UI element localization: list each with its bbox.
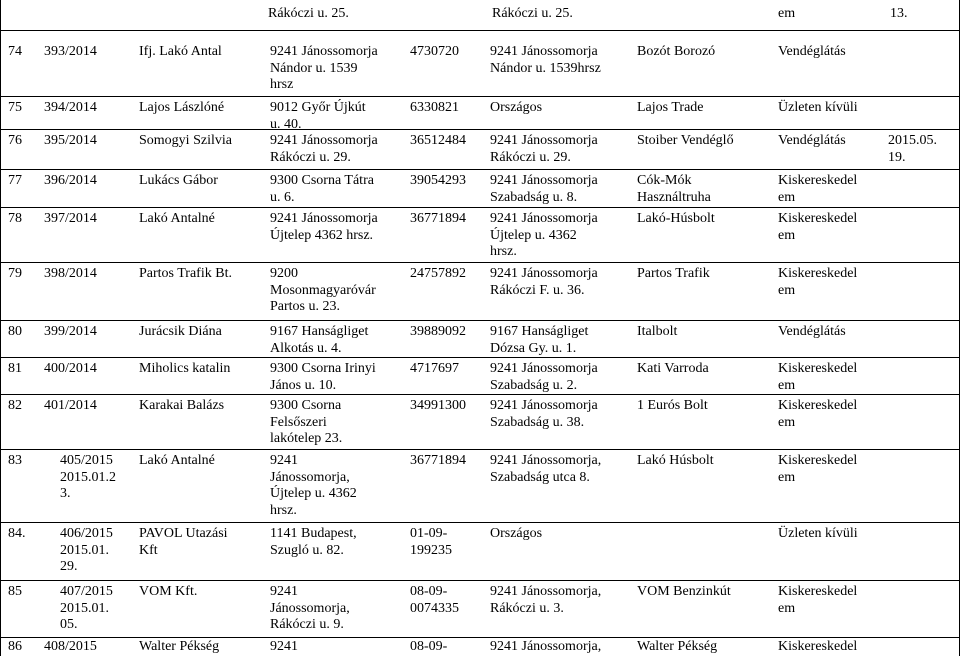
shop-address: 9241 Jánossomorja (490, 361, 598, 376)
shop-address: Országos (490, 100, 543, 115)
top-row-site: Rákóczi u. 25. (492, 6, 573, 21)
activity-type: Üzleten kívüli (778, 100, 858, 115)
shop-address: Szabadság u. 38. (490, 414, 585, 430)
owner-name: Lakó Antalné (139, 453, 215, 468)
owner-address: 9241 Jánossomorja (270, 133, 378, 148)
owner-address: 9167 Hanságliget (270, 324, 369, 339)
tax-number: 0074335 (410, 600, 459, 616)
owner-address: Mosonmagyaróvár (270, 282, 376, 298)
tax-number: 4730720 (410, 44, 459, 59)
owner-address: Partos u. 23. (270, 299, 340, 314)
row-divider (0, 637, 960, 638)
tax-number: 34991300 (410, 398, 466, 413)
tax-number: 36512484 (410, 133, 466, 148)
shop-address: 9241 Jánossomorja (490, 44, 598, 59)
row-divider (0, 30, 960, 31)
registration-number: 395/2014 (44, 133, 97, 148)
owner-name: Lajos Lászlóné (139, 100, 225, 115)
owner-address: 1141 Budapest, (270, 526, 357, 541)
activity-type: em (778, 227, 796, 243)
shop-address: Nándor u. 1539hrsz (490, 60, 601, 76)
owner-address: 9012 Győr Újkút (270, 100, 366, 115)
shop-address: 9241 Jánossomorja (490, 398, 598, 413)
registration-number: 408/2015 (44, 639, 97, 654)
shop-address: Rákóczi F. u. 36. (490, 282, 585, 298)
owner-address: Szugló u. 82. (270, 542, 344, 558)
shop-name: Lakó-Húsbolt (637, 211, 715, 226)
top-row-type: em (778, 6, 796, 21)
shop-address: Szabadság utca 8. (490, 469, 590, 485)
owner-name: Somogyi Szilvia (139, 133, 232, 148)
row-divider (0, 207, 960, 208)
activity-type: Kiskereskedel (778, 453, 858, 468)
activity-type: Kiskereskedel (778, 211, 858, 226)
tax-number: 24757892 (410, 266, 466, 281)
row-divider (0, 129, 960, 130)
activity-type: Vendéglátás (778, 324, 846, 339)
owner-name: Partos Trafik Bt. (139, 266, 232, 281)
shop-address: 9241 Jánossomorja, (490, 639, 602, 654)
shop-address: 9167 Hanságliget (490, 324, 589, 339)
row-number: 85 (8, 584, 22, 599)
owner-name: Karakai Balázs (139, 398, 225, 413)
owner-name: Miholics katalin (139, 361, 231, 376)
row-number: 84. (8, 526, 26, 541)
closing-date: 19. (888, 149, 906, 165)
row-number: 74 (8, 44, 22, 59)
owner-address: Rákóczi u. 29. (270, 149, 351, 165)
owner-address: Rákóczi u. 9. (270, 617, 344, 632)
row-divider (0, 522, 960, 523)
shop-address: Dózsa Gy. u. 1. (490, 340, 577, 356)
owner-address: 9300 Csorna (270, 398, 342, 413)
shop-name: Walter Pékség (637, 639, 718, 654)
owner-address: hrsz (270, 77, 294, 92)
row-divider (0, 320, 960, 321)
row-number: 78 (8, 211, 22, 226)
owner-name: Ifj. Lakó Antal (139, 44, 222, 59)
activity-type: Kiskereskedel (778, 584, 858, 599)
tax-number: 39889092 (410, 324, 466, 339)
registration-number: 399/2014 (44, 324, 97, 339)
owner-address: 9300 Csorna Tátra (270, 173, 374, 188)
row-divider (0, 394, 960, 395)
owner-name: PAVOL Utazási (139, 526, 228, 541)
tax-number: 6330821 (410, 100, 459, 115)
row-number: 79 (8, 266, 22, 281)
shop-address: hrsz. (490, 244, 517, 259)
tax-number: 08-09- (410, 584, 448, 599)
tax-number: 4717697 (410, 361, 459, 376)
row-number: 81 (8, 361, 22, 376)
registration-number: 29. (60, 559, 78, 574)
owner-address: hrsz. (270, 502, 297, 518)
shop-address: Szabadság u. 2. (490, 377, 578, 393)
registration-number: 396/2014 (44, 173, 97, 188)
owner-address: Nándor u. 1539 (270, 60, 358, 76)
owner-name: Jurácsik Diána (139, 324, 222, 339)
activity-type: em (778, 377, 796, 393)
activity-type: Vendéglátás (778, 44, 846, 59)
activity-type: Vendéglátás (778, 133, 846, 148)
shop-name: Lajos Trade (637, 100, 704, 115)
shop-address: 9241 Jánossomorja, (490, 584, 602, 599)
shop-address: 9241 Jánossomorja (490, 266, 598, 281)
owner-address: Alkotás u. 4. (270, 340, 342, 356)
top-row-date: 13. (890, 6, 908, 21)
shop-name: Stoiber Vendéglő (637, 133, 734, 148)
activity-type: Kiskereskedel (778, 266, 858, 281)
owner-address: u. 40. (270, 116, 302, 132)
row-divider (0, 262, 960, 263)
registration-number: 406/2015 (60, 526, 113, 541)
row-divider (0, 449, 960, 450)
registration-number: 400/2014 (44, 361, 97, 376)
row-number: 76 (8, 133, 22, 148)
registration-number: 2015.01. (60, 600, 109, 616)
owner-name: Kft (139, 542, 158, 558)
tax-number: 08-09- (410, 639, 448, 654)
row-divider (0, 96, 960, 97)
owner-name: Lukács Gábor (139, 173, 218, 188)
owner-address: Újtelep u. 4362 (270, 486, 357, 501)
registration-number: 2015.01. (60, 542, 109, 558)
tax-number: 01-09- (410, 526, 448, 541)
owner-name: Walter Pékség (139, 639, 220, 654)
registration-number: 405/2015 (60, 453, 113, 468)
closing-date: 2015.05. (888, 133, 937, 148)
registration-number: 397/2014 (44, 211, 97, 226)
registration-number: 401/2014 (44, 398, 97, 413)
tax-number: 39054293 (410, 173, 466, 188)
owner-address: 9241 Jánossomorja (270, 211, 378, 226)
tax-number: 36771894 (410, 211, 466, 226)
registration-number: 2015.01.2 (60, 469, 116, 485)
row-divider (0, 169, 960, 170)
owner-name: Lakó Antalné (139, 211, 215, 226)
shop-address: Szabadság u. 8. (490, 189, 578, 205)
shop-address: 9241 Jánossomorja (490, 133, 598, 148)
activity-type: Üzleten kívüli (778, 526, 858, 541)
shop-address: Rákóczi u. 29. (490, 149, 571, 165)
owner-address: Jánossomorja, (270, 469, 350, 485)
owner-address: 9241 (270, 584, 298, 599)
row-number: 83 (8, 453, 22, 468)
shop-name: Partos Trafik (637, 266, 710, 281)
row-number: 80 (8, 324, 22, 339)
owner-address: Jánossomorja, (270, 600, 350, 616)
shop-name: 1 Eurós Bolt (637, 398, 708, 413)
top-row-address: Rákóczi u. 25. (268, 6, 349, 21)
activity-type: em (778, 600, 796, 616)
tax-number: 36771894 (410, 453, 466, 468)
shop-name: Cók-Mók (637, 173, 692, 188)
activity-type: Kiskereskedel (778, 398, 858, 413)
shop-address: 9241 Jánossomorja, (490, 453, 602, 468)
owner-address: 9300 Csorna Irinyi (270, 361, 376, 376)
activity-type: em (778, 282, 796, 298)
registration-number: 393/2014 (44, 44, 97, 59)
tax-number: 199235 (410, 542, 452, 558)
owner-address: lakótelep 23. (270, 431, 343, 446)
registration-number: 398/2014 (44, 266, 97, 281)
shop-name: Használtruha (637, 189, 711, 205)
shop-address: Országos (490, 526, 543, 541)
shop-name: Italbolt (637, 324, 678, 339)
shop-name: Kati Varroda (637, 361, 709, 376)
owner-address: Felsőszeri (270, 414, 327, 430)
row-number: 86 (8, 639, 22, 654)
owner-address: 9200 (270, 266, 298, 281)
activity-type: Kiskereskedel (778, 173, 858, 188)
owner-name: VOM Kft. (139, 584, 198, 599)
owner-address: 9241 (270, 453, 298, 468)
owner-address: Újtelep 4362 hrsz. (270, 227, 374, 243)
activity-type: Kiskereskedel (778, 639, 858, 654)
shop-address: Újtelep u. 4362 (490, 227, 577, 243)
row-divider (0, 357, 960, 358)
shop-name: Bozót Borozó (637, 44, 716, 59)
owner-address: 9241 (270, 639, 298, 654)
activity-type: Kiskereskedel (778, 361, 858, 376)
registration-number: 407/2015 (60, 584, 113, 599)
owner-address: u. 6. (270, 189, 295, 205)
activity-type: em (778, 189, 796, 205)
registration-number: 05. (60, 617, 78, 632)
row-number: 77 (8, 173, 22, 188)
owner-address: János u. 10. (270, 377, 337, 393)
owner-address: 9241 Jánossomorja (270, 44, 378, 59)
shop-address: Rákóczi u. 3. (490, 600, 564, 616)
table-border (0, 0, 1, 656)
activity-type: em (778, 414, 796, 430)
shop-name: VOM Benzinkút (637, 584, 731, 599)
registration-number: 394/2014 (44, 100, 97, 115)
registration-number: 3. (60, 486, 71, 501)
shop-address: 9241 Jánossomorja (490, 173, 598, 188)
row-number: 82 (8, 398, 22, 413)
shop-address: 9241 Jánossomorja (490, 211, 598, 226)
shop-name: Lakó Húsbolt (637, 453, 714, 468)
activity-type: em (778, 469, 796, 485)
row-number: 75 (8, 100, 22, 115)
row-divider (0, 580, 960, 581)
